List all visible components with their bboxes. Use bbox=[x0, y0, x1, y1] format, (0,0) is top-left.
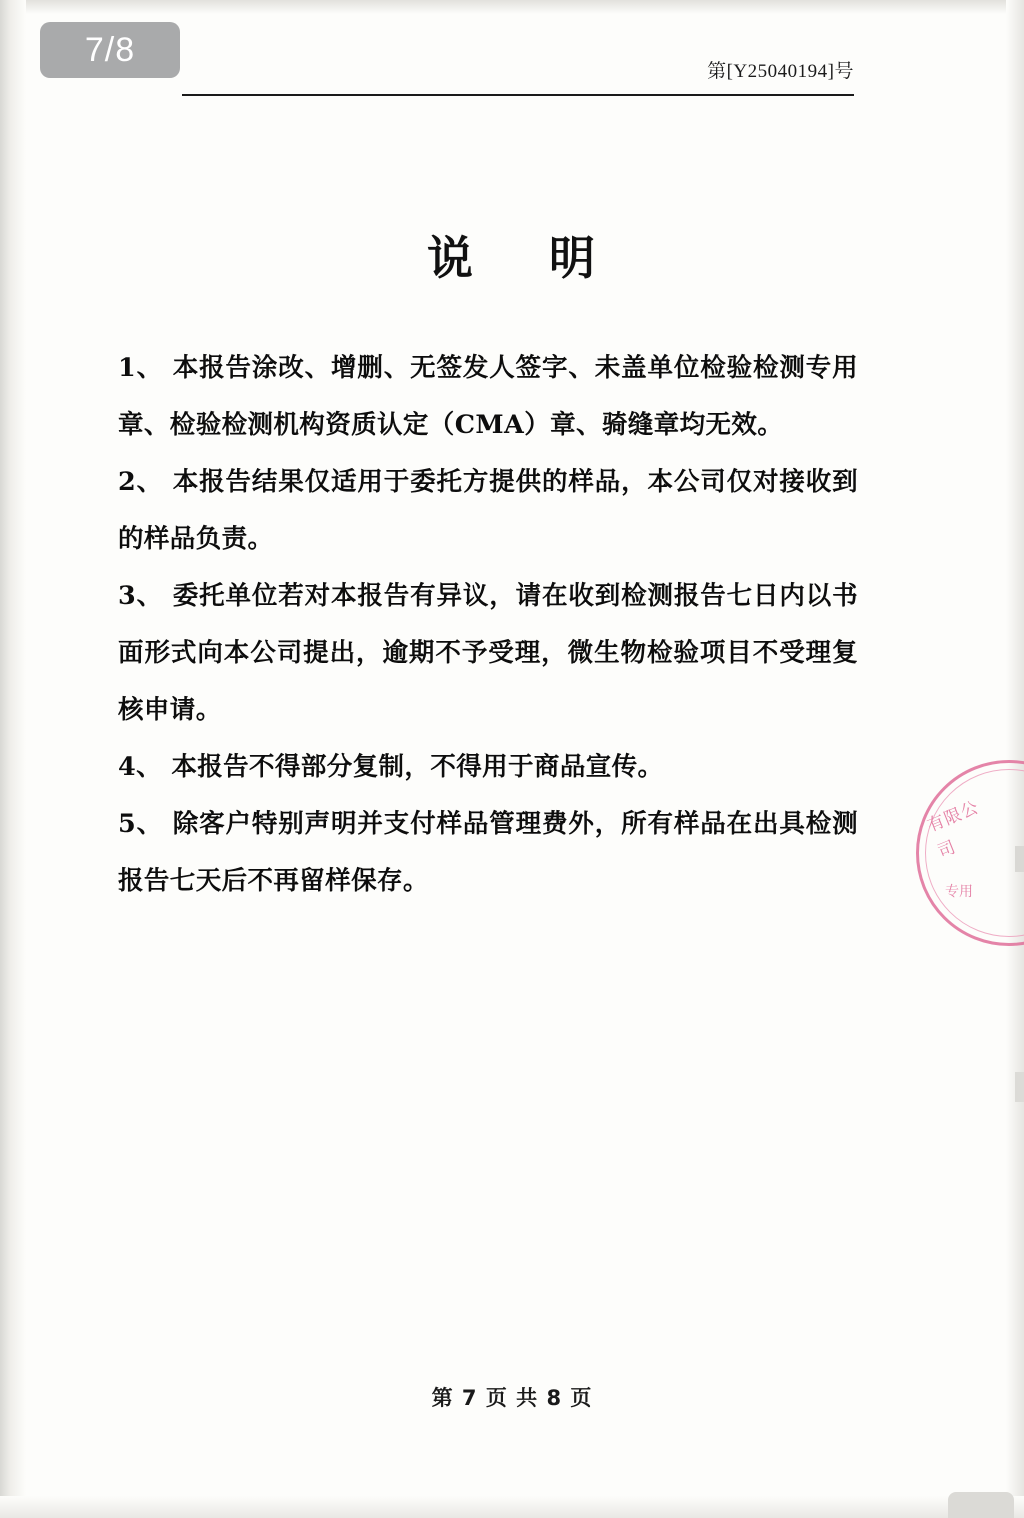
clause-item: 1、 本报告涂改、增删、无签发人签字、未盖单位检验检测专用章、检验检测机构资质认定（CMA）章、骑缝章均无效。 bbox=[118, 353, 858, 440]
page-footer: 第 7 页 共 8 页 bbox=[431, 1386, 593, 1410]
seal-text: 有限公司 bbox=[924, 797, 983, 863]
clause-item: 5、 除客户特别声明并支付样品管理费外，所有样品在出具检测报告七天后不再留样保存。 bbox=[118, 809, 858, 896]
report-number: 第[Y25040194]号 bbox=[707, 61, 854, 82]
page-title bbox=[0, 222, 1024, 288]
document-header bbox=[182, 56, 854, 96]
scan-artifact bbox=[1015, 1072, 1024, 1102]
page-indicator[interactable]: 7/8 bbox=[40, 22, 180, 78]
header-rule bbox=[182, 94, 854, 96]
clause-item: 4、 本报告不得部分复制，不得用于商品宣传。 bbox=[118, 752, 664, 782]
scan-artifact-corner bbox=[948, 1492, 1014, 1518]
company-seal-stamp bbox=[916, 760, 1024, 946]
clause-item: 3、 委托单位若对本报告有异议，请在收到检测报告七日内以书面形式向本公司提出，逾期不予受理，微生物检验项目不受理复核申请。 bbox=[118, 581, 858, 725]
page-title-right: 明 bbox=[549, 231, 597, 285]
scan-edge-bottom bbox=[0, 1496, 1024, 1518]
clause-item: 2、 本报告结果仅适用于委托方提供的样品，本公司仅对接收到的样品负责。 bbox=[118, 467, 858, 554]
document-body bbox=[118, 340, 858, 910]
scan-edge-top bbox=[0, 0, 1024, 14]
page-title-left: 说 bbox=[427, 231, 475, 285]
seal-mark: 专用 bbox=[945, 884, 973, 900]
